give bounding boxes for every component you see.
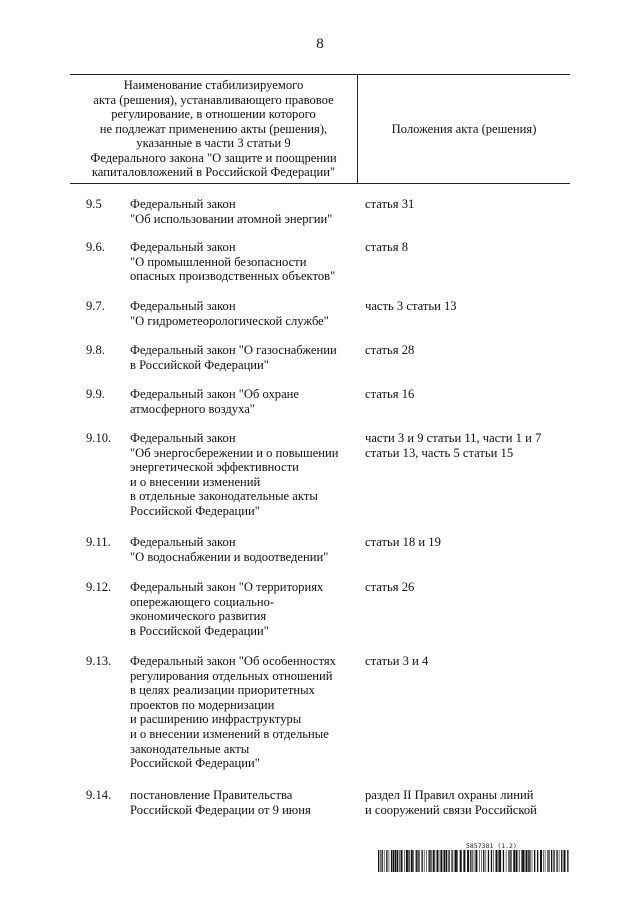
row-number: 9.12. — [86, 580, 112, 594]
row-number: 9.8. — [86, 343, 105, 357]
row-act: Федеральный закон "Об особенностях регулирования отдельных отношений в целях реализации приоритетных проектов по модернизации и расширению инфраструктуры и о внесении изменений в отдельные законодательные акты Российской Федерации" — [130, 654, 336, 771]
row-act: Федеральный закон "Об энергосбережении и о повышении энергетической эффективности и о внесении изменений в отдельные законодательные акты Российской Федерации" — [130, 431, 339, 518]
barcode-bar — [386, 850, 387, 872]
barcode-bar — [430, 850, 431, 872]
barcode-bar — [564, 850, 566, 872]
barcode-bar — [411, 850, 413, 872]
barcode-bar — [479, 850, 480, 872]
barcode-bar — [380, 850, 381, 872]
barcode-bar — [470, 850, 471, 872]
row-provision: статья 28 — [365, 343, 415, 357]
row-provision: статья 26 — [365, 580, 415, 594]
barcode-bar — [549, 850, 550, 872]
barcode-bar — [448, 850, 449, 872]
barcode-bar — [401, 850, 403, 872]
barcode-bar — [559, 850, 560, 872]
barcode-bar — [499, 850, 501, 872]
row-act: постановление Правительства Российской Федерации от 9 июня — [130, 788, 311, 817]
row-act: Федеральный закон "О водоснабжении и водоотведении" — [130, 535, 329, 564]
barcode-bar — [498, 850, 499, 872]
barcode-bar — [491, 850, 492, 872]
row-provision: часть 3 статьи 13 — [365, 299, 457, 313]
barcode-bar — [395, 850, 397, 872]
barcode-bar — [463, 850, 465, 872]
barcode-bar — [439, 850, 440, 872]
barcode-bar — [393, 850, 394, 872]
header-provisions: Положения акта (решения) — [391, 121, 537, 136]
barcode-bar — [545, 850, 546, 872]
barcode-bar — [444, 850, 446, 872]
barcode-bar — [440, 850, 442, 872]
barcode-bar — [526, 850, 527, 872]
row-number: 9.6. — [86, 240, 105, 254]
barcode-bar — [486, 850, 487, 872]
barcode-bar — [522, 850, 524, 872]
row-act: Федеральный закон "О территориях опережающего социально- экономического развития в Российской Федерации" — [130, 580, 324, 638]
barcode-bar — [567, 850, 568, 872]
barcode-bar — [378, 850, 379, 872]
row-act: Федеральный закон "Об использовании атомной энергии" — [130, 197, 333, 226]
barcode-bar — [457, 850, 458, 872]
barcode-bar — [413, 850, 414, 872]
barcode-bar — [472, 850, 473, 872]
barcode-number: 5857381 (1.2) — [466, 842, 517, 850]
barcode-bar — [384, 850, 385, 872]
barcode-bar — [493, 850, 494, 872]
barcode-bar — [406, 850, 408, 872]
row-number: 9.5 — [86, 197, 102, 211]
barcode-bar — [518, 850, 519, 872]
row-provision: статьи 18 и 19 — [365, 535, 441, 549]
barcode-bar — [521, 850, 522, 872]
page-number: 8 — [316, 36, 324, 52]
barcode-bar — [551, 850, 552, 872]
barcode-bar — [543, 850, 544, 872]
barcode-bar — [399, 850, 400, 872]
barcode-bar — [513, 850, 515, 872]
barcode-bar — [481, 850, 482, 872]
barcode-bar — [416, 850, 417, 872]
barcode-bar — [534, 850, 535, 872]
barcode-bar — [496, 850, 498, 872]
row-number: 9.11. — [86, 535, 111, 549]
barcode-bar — [382, 850, 383, 872]
barcode — [378, 850, 570, 872]
barcode-bar — [540, 850, 542, 872]
barcode-bar — [460, 850, 462, 872]
barcode-bar — [408, 850, 409, 872]
barcode-bar — [556, 850, 557, 872]
barcode-bar — [433, 850, 435, 872]
barcode-bar — [548, 850, 549, 872]
row-provision: статья 31 — [365, 197, 415, 211]
barcode-bar — [451, 850, 452, 872]
barcode-bar — [429, 850, 430, 872]
barcode-bar — [528, 850, 529, 872]
row-act: Федеральный закон "О газоснабжении в Российской Федерации" — [130, 343, 337, 372]
barcode-bar — [475, 850, 477, 872]
barcode-bar — [509, 850, 510, 872]
barcode-bar — [436, 850, 437, 872]
table-header — [70, 74, 570, 184]
barcode-bar — [437, 850, 438, 872]
barcode-bar — [519, 850, 520, 872]
row-number: 9.7. — [86, 299, 105, 313]
barcode-bar — [446, 850, 447, 872]
barcode-bar — [516, 850, 517, 872]
row-act: Федеральный закон "О промышленной безопасности опасных производственных объектов" — [130, 240, 336, 284]
row-provision: статьи 3 и 4 — [365, 654, 429, 668]
barcode-bar — [419, 850, 420, 872]
row-provision: раздел II Правил охраны линий и сооружений связи Российской — [365, 788, 537, 817]
row-number: 9.9. — [86, 387, 105, 401]
barcode-bar — [389, 850, 390, 872]
barcode-bar — [391, 850, 392, 872]
row-provision: статья 16 — [365, 387, 415, 401]
barcode-bar — [506, 850, 507, 872]
barcode-bar — [424, 850, 425, 872]
barcode-bar — [503, 850, 504, 872]
barcode-bar — [553, 850, 554, 872]
row-provision: части 3 и 9 статьи 11, части 1 и 7 статьи 13, часть 5 статьи 15 — [365, 431, 542, 460]
barcode-bar — [467, 850, 469, 872]
barcode-bar — [454, 850, 455, 872]
barcode-bar — [417, 850, 418, 872]
row-provision: статья 8 — [365, 240, 408, 254]
barcode-bar — [422, 850, 423, 872]
barcode-bar — [404, 850, 405, 872]
row-number: 9.14. — [86, 788, 112, 802]
barcode-bar — [510, 850, 511, 872]
barcode-bar — [508, 850, 509, 872]
barcode-bar — [547, 850, 548, 872]
barcode-bar — [455, 850, 457, 872]
barcode-bar — [529, 850, 530, 872]
row-number: 9.13. — [86, 654, 112, 668]
row-act: Федеральный закон "Об охране атмосферного воздуха" — [130, 387, 300, 416]
barcode-bar — [474, 850, 475, 872]
row-number: 9.10. — [86, 431, 112, 445]
barcode-bar — [532, 850, 533, 872]
row-act: Федеральный закон "О гидрометеорологической службе" — [130, 299, 329, 328]
barcode-bar — [561, 850, 562, 872]
barcode-bar — [426, 850, 427, 872]
header-act-name: Наименование стабилизируемого акта (решения), устанавливающего правовое регулирование, в отношении которого не подлежат применению акты (решения), указанные в части 3 статьи 9 Федерального закона "О защите и поощрении капиталовложений в Российской Федерации" — [90, 77, 337, 180]
barcode-bar — [537, 850, 538, 872]
barcode-bar — [397, 850, 398, 872]
barcode-bar — [525, 850, 526, 872]
barcode-bar — [488, 850, 489, 872]
barcode-bar — [483, 850, 484, 872]
